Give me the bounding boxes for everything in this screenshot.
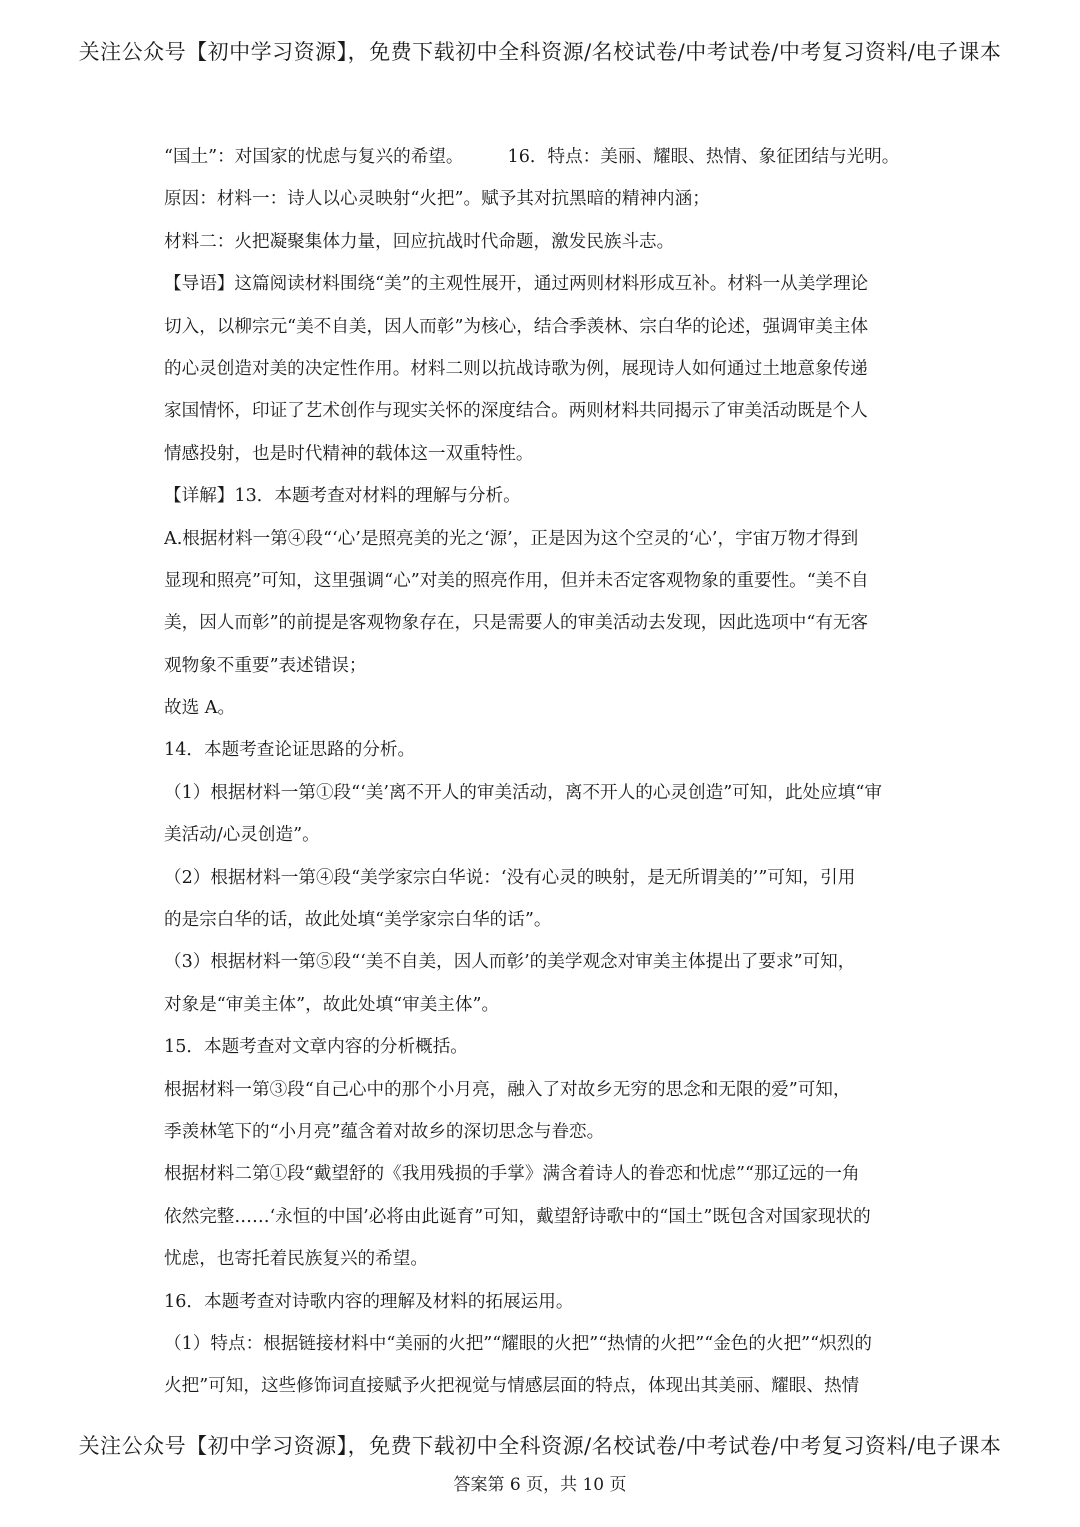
text-line bbox=[164, 136, 924, 178]
page-number: 答案第 6 页，共 10 页 bbox=[453, 1475, 627, 1495]
text-line: 观物象不重要”表述错误； bbox=[164, 655, 367, 676]
text-line: （2）根据材料一第④段“美学家宗白华说：‘没有心灵的映射，是无所谓美的’”可知，引用 bbox=[164, 867, 856, 888]
text-line: 依然完整……‘永恒的中国’必将由此诞育”可知，戴望舒诗歌中的“国土”既包含对国家现状的 bbox=[164, 1206, 871, 1227]
guide-paragraph-line: 【导语】这篇阅读材料围绕“美”的主观性展开，通过两则材料形成互补。材料一从美学理论 bbox=[164, 274, 869, 295]
text-line: 火把”可知，这些修饰词直接赋予火把视觉与情感层面的特点，体现出其美丽、耀眼、热情 bbox=[164, 1376, 860, 1397]
question-heading: 14．本题考查论证思路的分析。 bbox=[164, 740, 416, 761]
header-banner: 关注公众号【初中学习资源】，免费下载初中全科资源/名校试卷/中考试卷/中考复习资料/电子课本 bbox=[78, 40, 1002, 64]
text-line: 对象是“审美主体”，故此处填“审美主体”。 bbox=[164, 994, 500, 1015]
detail-heading: 【详解】13．本题考查对材料的理解与分析。 bbox=[164, 486, 521, 507]
text-line: 美，因人而彰”的前提是客观物象存在，只是需要人的审美活动去发现，因此选项中“有无客 bbox=[164, 613, 869, 634]
text-line: 故选 A。 bbox=[164, 698, 236, 719]
text-line: 忧虑，也寄托着民族复兴的希望。 bbox=[164, 1249, 428, 1270]
footer-banner: 关注公众号【初中学习资源】，免费下载初中全科资源/名校试卷/中考试卷/中考复习资料/电子课本 bbox=[78, 1434, 1002, 1458]
text-line: 美活动/心灵创造”。 bbox=[164, 825, 320, 846]
text-line: 季羡林笔下的“小月亮”蕴含着对故乡的深切思念与眷恋。 bbox=[164, 1121, 605, 1142]
guide-paragraph-line: 的心灵创造对美的决定性作用。材料二则以抗战诗歌为例，展现诗人如何通过土地意象传递 bbox=[164, 358, 868, 379]
answer-content bbox=[164, 136, 924, 1408]
answer-16-summary: 16．特点：美丽、耀眼、热情、象征团结与光明。 bbox=[507, 147, 900, 167]
question-heading: 15．本题考查对文章内容的分析概括。 bbox=[164, 1037, 468, 1058]
guide-paragraph-line: 情感投射，也是时代精神的载体这一双重特性。 bbox=[164, 443, 534, 464]
text-line: （3）根据材料一第⑤段“‘美不自美，因人而彰’的美学观念对审美主体提出了要求”可知， bbox=[164, 952, 856, 973]
text-line: 材料二：火把凝聚集体力量，回应抗战时代命题，激发民族斗志。 bbox=[164, 231, 675, 252]
text-line: （1）根据材料一第①段“‘美’离不开人的审美活动，离不开人的心灵创造”可知，此处应填“审 bbox=[164, 782, 882, 803]
guide-paragraph-line: 切入，以柳宗元“美不自美，因人而彰”为核心，结合季羡林、宗白华的论述，强调审美主体 bbox=[164, 316, 869, 337]
text-line: 显现和照亮”可知，这里强调“心”对美的照亮作用，但并未否定客观物象的重要性。“美不自 bbox=[164, 570, 869, 591]
guide-paragraph-line: 家国情怀，印证了艺术创作与现实关怀的深度结合。两则材料共同揭示了审美活动既是个人 bbox=[164, 401, 868, 422]
text-line: 根据材料二第①段“戴望舒的《我用残损的手掌》满含着诗人的眷恋和忧虑”“那辽远的一角 bbox=[164, 1164, 860, 1185]
answer-15-tail: “国土”：对国家的忧虑与复兴的希望。 bbox=[164, 147, 464, 167]
text-line: （1）特点：根据链接材料中“美丽的火把”“耀眼的火把”“热情的火把”“金色的火把”“炽烈的 bbox=[164, 1333, 872, 1354]
text-line: 根据材料一第③段“自己心中的那个小月亮，融入了对故乡无穷的思念和无限的爱”可知， bbox=[164, 1079, 851, 1100]
question-heading: 16．本题考查对诗歌内容的理解及材料的拓展运用。 bbox=[164, 1291, 574, 1312]
text-line: 的是宗白华的话，故此处填“美学家宗白华的话”。 bbox=[164, 910, 552, 931]
text-line: 原因：材料一：诗人以心灵映射“火把”。赋予其对抗黑暗的精神内涵； bbox=[164, 189, 710, 210]
text-line: A.根据材料一第④段“‘心’是照亮美的光之‘源’，正是因为这个空灵的‘心’，宇宙万物才得到 bbox=[164, 528, 859, 549]
